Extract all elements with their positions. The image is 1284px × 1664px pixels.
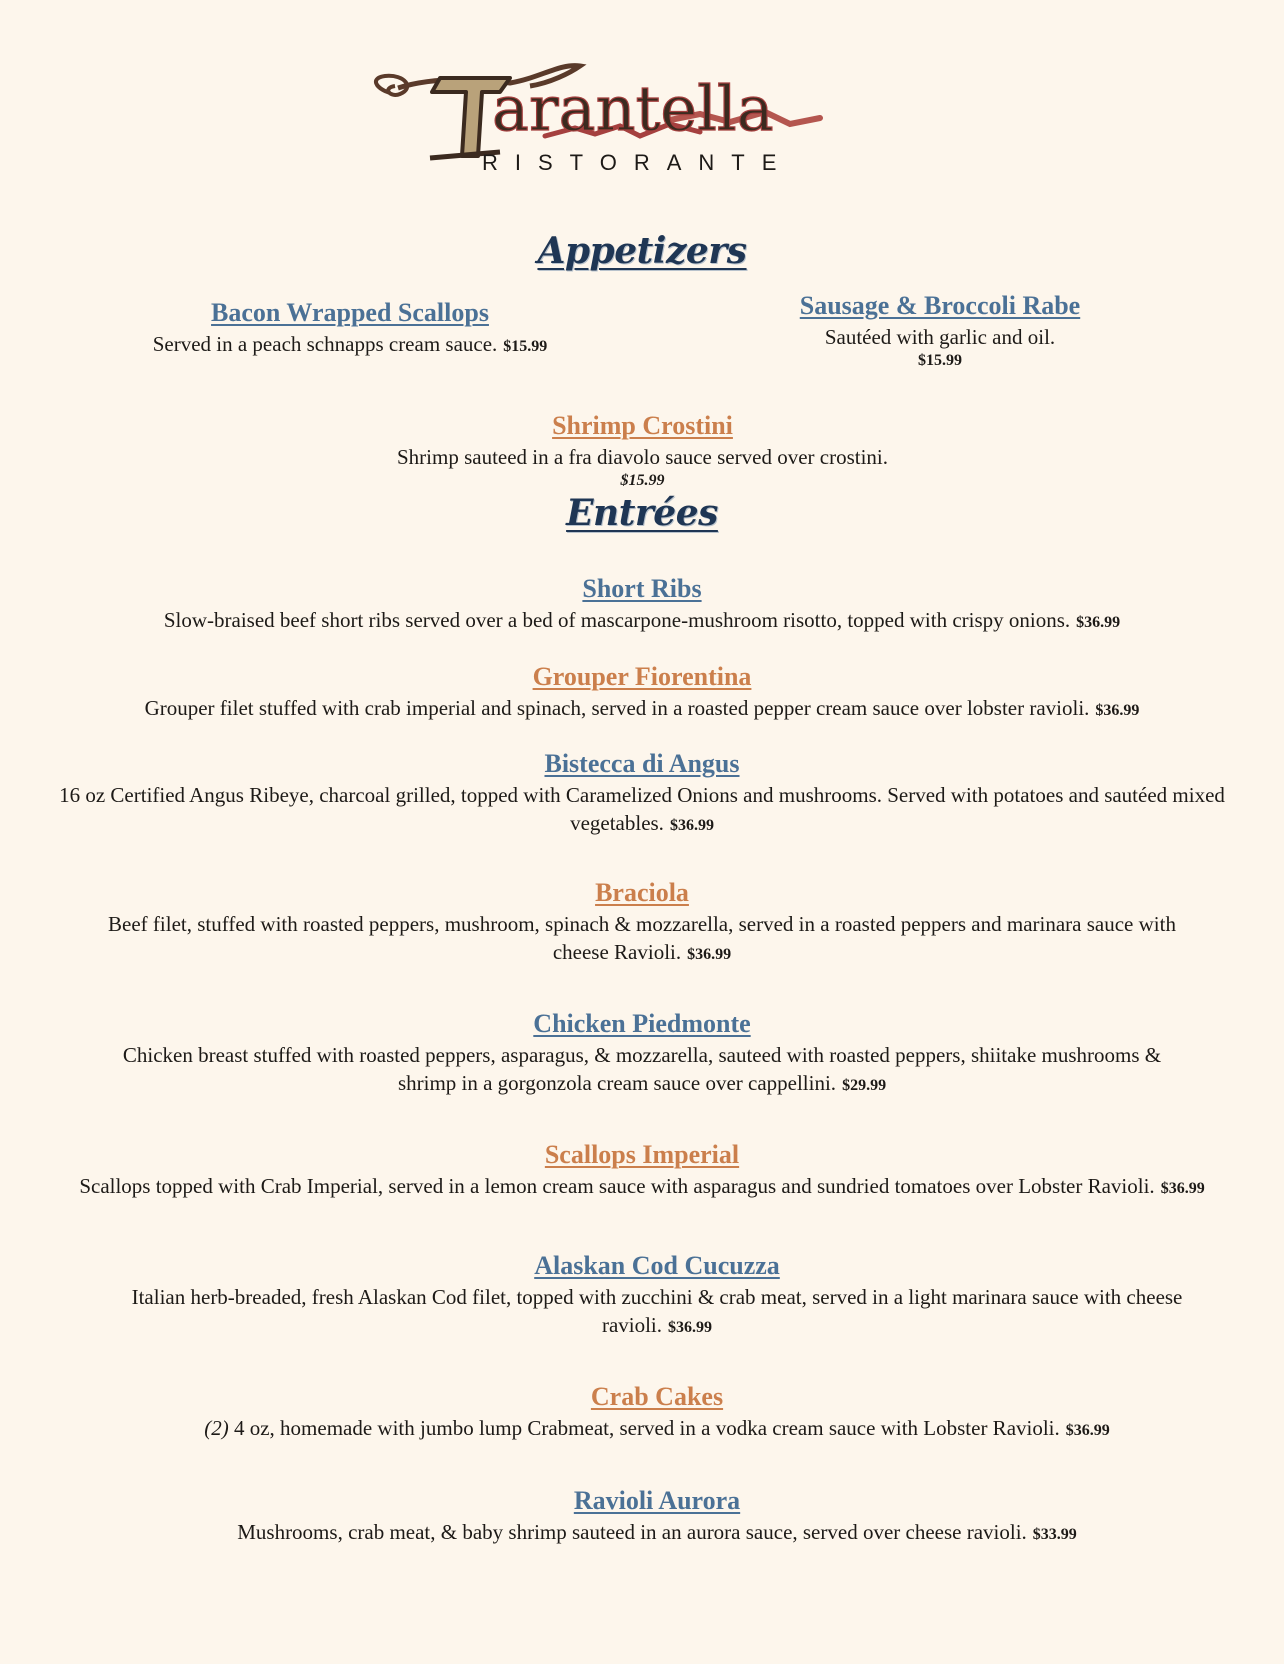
desc-text: Beef filet, stuffed with roasted peppers, mushroom, spinach & mozzarella, served in a roasted peppers and marinara sauce with cheese Ravioli.	[108, 912, 1176, 964]
item-price: $29.99	[842, 1077, 887, 1094]
item-description	[80, 910, 1204, 969]
desc-text: Served in a peach schnapps cream sauce.	[152, 332, 498, 356]
item-price: $36.99	[1065, 1422, 1110, 1439]
item-name: Alaskan Cod Cucuzza	[534, 1251, 780, 1280]
item-description	[55, 781, 1229, 840]
desc-text: Grouper filet stuffed with crab imperial and spinach, served in a roasted pepper cream sauce over lobster ravioli.	[144, 696, 1090, 720]
desc-text: Slow-braised beef short ribs served over a bed of mascarpone-mushroom risotto, topped with crispy onions.	[163, 608, 1071, 632]
item-price: $36.99	[1095, 702, 1140, 719]
entree-item	[110, 1009, 1174, 1100]
appetizer-item	[730, 291, 1150, 371]
item-description	[120, 1518, 1194, 1549]
item-name: Shrimp Crostini	[552, 411, 733, 440]
item-description	[90, 1414, 1224, 1445]
item-price: $15.99	[503, 338, 548, 355]
desc-text: 16 oz Certified Angus Ribeye, charcoal grilled, topped with Caramelized Onions and mushrooms. Served with potatoes and sautéed mixed vegetables.	[59, 783, 1225, 835]
desc-text: Italian herb-breaded, fresh Alaskan Cod filet, topped with zucchini & crab meat, served in a light marinara sauce with cheese ravioli.	[131, 1285, 1183, 1337]
item-price: $36.99	[1076, 614, 1121, 631]
item-name: Ravioli Aurora	[573, 1486, 741, 1515]
entrees-heading: Entrées	[566, 492, 718, 534]
item-name: Braciola	[595, 878, 689, 907]
entree-item	[90, 1382, 1224, 1445]
item-description: Sautéed with garlic and oil.	[824, 325, 1056, 349]
item-name: Sausage & Broccoli Rabe	[799, 291, 1081, 320]
logo-subtitle: RISTORANTE	[482, 150, 794, 175]
entree-item	[60, 1140, 1224, 1203]
entree-item	[75, 1251, 1239, 1342]
restaurant-logo	[370, 48, 900, 183]
item-name: Chicken Piedmonte	[533, 1009, 751, 1038]
item-name: Crab Cakes	[590, 1382, 724, 1411]
item-description: Shrimp sauteed in a fra diavolo sauce served over crostini.	[396, 445, 888, 469]
item-price: $33.99	[1032, 1526, 1077, 1543]
desc-text: Mushrooms, crab meat, & baby shrimp sauteed in an aurora sauce, served over cheese ravioli.	[237, 1520, 1027, 1544]
entree-item	[40, 574, 1244, 637]
appetizers-heading: Appetizers	[537, 230, 747, 272]
item-price: $36.99	[687, 946, 732, 963]
item-description	[40, 606, 1244, 637]
entree-item	[80, 878, 1204, 969]
item-description	[40, 694, 1244, 725]
item-quantity: (2)	[204, 1416, 229, 1440]
item-name: Grouper Fiorentina	[532, 662, 752, 691]
entree-item	[40, 662, 1244, 725]
item-description	[60, 1172, 1224, 1203]
logo-graphic	[370, 48, 900, 183]
item-price: $36.99	[668, 1319, 713, 1336]
item-price: $15.99	[918, 352, 962, 369]
desc-text: Scallops topped with Crab Imperial, served in a lemon cream sauce with asparagus and sundried tomatoes over Lobster Ravioli.	[79, 1174, 1155, 1198]
entree-item	[120, 1486, 1194, 1549]
appetizer-item	[250, 411, 1035, 491]
item-name: Bistecca di Angus	[544, 749, 740, 778]
desc-text: Chicken breast stuffed with roasted peppers, asparagus, & mozzarella, sauteed with roasted peppers, shiitake mushrooms & shrimp in a gorgonzola cream sauce over cappellini.	[122, 1043, 1162, 1095]
item-description	[110, 1041, 1174, 1100]
item-description	[100, 330, 600, 361]
item-price: $36.99	[669, 817, 714, 834]
item-name: Scallops Imperial	[544, 1140, 740, 1169]
item-price: $15.99	[620, 472, 665, 489]
appetizer-item	[100, 298, 600, 361]
desc-text: 4 oz, homemade with jumbo lump Crabmeat, served in a vodka cream sauce with Lobster Ravioli.	[233, 1416, 1060, 1440]
item-price: $36.99	[1160, 1180, 1205, 1197]
logo-wordmark: arantella	[492, 72, 774, 145]
item-name: Short Ribs	[582, 574, 702, 603]
entree-item	[55, 749, 1229, 840]
item-name: Bacon Wrapped Scallops	[211, 298, 489, 327]
item-description	[75, 1283, 1239, 1342]
